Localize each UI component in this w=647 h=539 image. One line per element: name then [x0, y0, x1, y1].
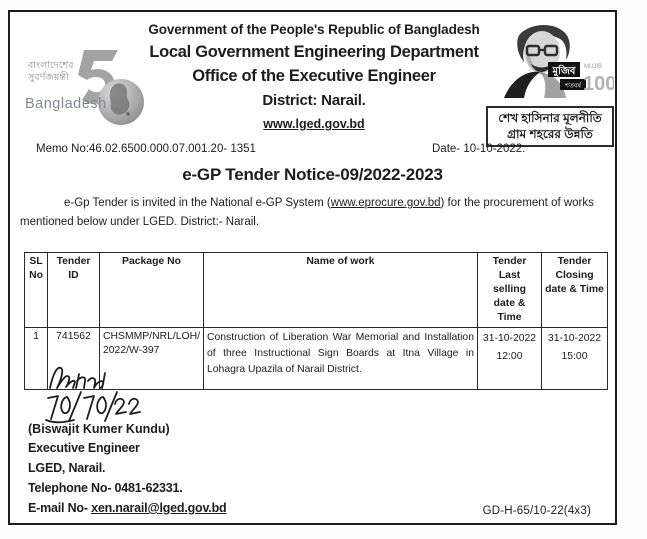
- letterhead-office-line: Office of the Executive Engineer: [192, 67, 436, 85]
- cell-last-selling: [478, 328, 542, 390]
- left-logo-bengali-line2: সুবর্ণজয়ন্তী: [28, 72, 69, 83]
- badge-mujib-text: মুজিব: [552, 66, 576, 77]
- letterhead-country-line: Government of the People's Republic of Bangladesh: [148, 22, 480, 37]
- col-header-name-of-work: Name of work: [204, 253, 478, 328]
- handwritten-signature: [36, 362, 144, 424]
- tender-table-header: [25, 253, 608, 328]
- slogan-line-2: গ্রাম শহরের উন্নতি: [507, 126, 593, 141]
- intro-paragraph: [20, 194, 605, 231]
- intro-text-after-url: ) for the procurement of works mentioned below under LGED. District:- Narail.: [20, 197, 594, 228]
- col-header-last-selling: Tender Last selling date & Time: [478, 253, 542, 328]
- portrait-sketch: [504, 25, 570, 98]
- cell-name-of-work: Construction of Liberation War Memorial and Installation of three Instructional Sign Boards at Itna Village in Lohagra Upazila of Narail District.: [204, 328, 478, 390]
- email-address-text: xen.narail@lged.gov.bd: [91, 501, 227, 515]
- badge-mujib-latin: MUJIB: [584, 64, 602, 70]
- col-header-closing: Tender Closing date & Time: [542, 253, 608, 328]
- slogan-caption-box: [486, 106, 614, 147]
- lged-website-text: www.lged.gov.bd: [263, 117, 365, 131]
- last-selling-time: 12:00: [496, 350, 523, 362]
- signatory-telephone: Telephone No- 0481-62331.: [28, 481, 183, 495]
- cell-sl-no: 1: [25, 328, 48, 390]
- notice-title: e-GP Tender Notice-09/2022-2023: [182, 165, 443, 184]
- letterhead: [136, 20, 492, 133]
- print-reference-code: GD-H-65/10-22(4x3): [482, 505, 591, 517]
- signatory-designation: Executive Engineer: [28, 441, 140, 455]
- last-selling-date: 31-10-2022: [482, 333, 537, 345]
- signatory-name: (Biswajit Kumer Kundu): [28, 422, 170, 436]
- letterhead-department-line: Local Government Engineering Department: [149, 43, 479, 61]
- memo-row: [36, 143, 596, 155]
- eprocure-url-text: www.eprocure.gov.bd: [330, 197, 441, 209]
- closing-date: 31-10-2022: [547, 333, 602, 345]
- signatory-email-line: [28, 501, 308, 515]
- mujib-100-logo: [486, 20, 614, 147]
- closing-time: 15:00: [561, 350, 588, 362]
- letterhead-district-line: District: Narail.: [262, 92, 366, 109]
- col-header-package-no: Package No: [100, 253, 204, 328]
- col-header-sl-no: SL No: [25, 253, 48, 328]
- memo-number: Memo No:46.02.6500.000.07.001.20- 1351: [36, 143, 256, 155]
- cell-closing: [542, 328, 608, 390]
- signature-block: [28, 362, 308, 521]
- cell-tender-id: 741562: [48, 328, 100, 390]
- slogan-line-1: শেখ হাসিনার মূলনীতি: [498, 111, 602, 125]
- badge-shotoborsho-text: শতবর্ষ: [565, 82, 581, 90]
- left-logo-bengali-line1: বাংলাদেশের: [28, 60, 74, 71]
- scanned-tender-notice: [8, 10, 617, 525]
- cell-package-no: CHSMMP/NRL/LOH/2022/W-397: [100, 328, 204, 390]
- signatory-office: LGED, Narail.: [28, 461, 106, 475]
- bangladesh-50-logo: [24, 34, 148, 134]
- memo-date: Date- 10-10-2022.: [432, 143, 526, 155]
- mujib-portrait-graphic: [486, 20, 614, 98]
- badge-100-text: 100: [583, 73, 614, 95]
- col-header-tender-id: Tender ID: [48, 253, 100, 328]
- intro-text-before-url: e-Gp Tender is invited in the National e-GP System (: [64, 197, 331, 209]
- bangladesh-50-logo-graphic: [24, 34, 148, 134]
- left-logo-wordmark: Bangladesh: [25, 96, 107, 112]
- email-label: E-mail No-: [28, 501, 92, 515]
